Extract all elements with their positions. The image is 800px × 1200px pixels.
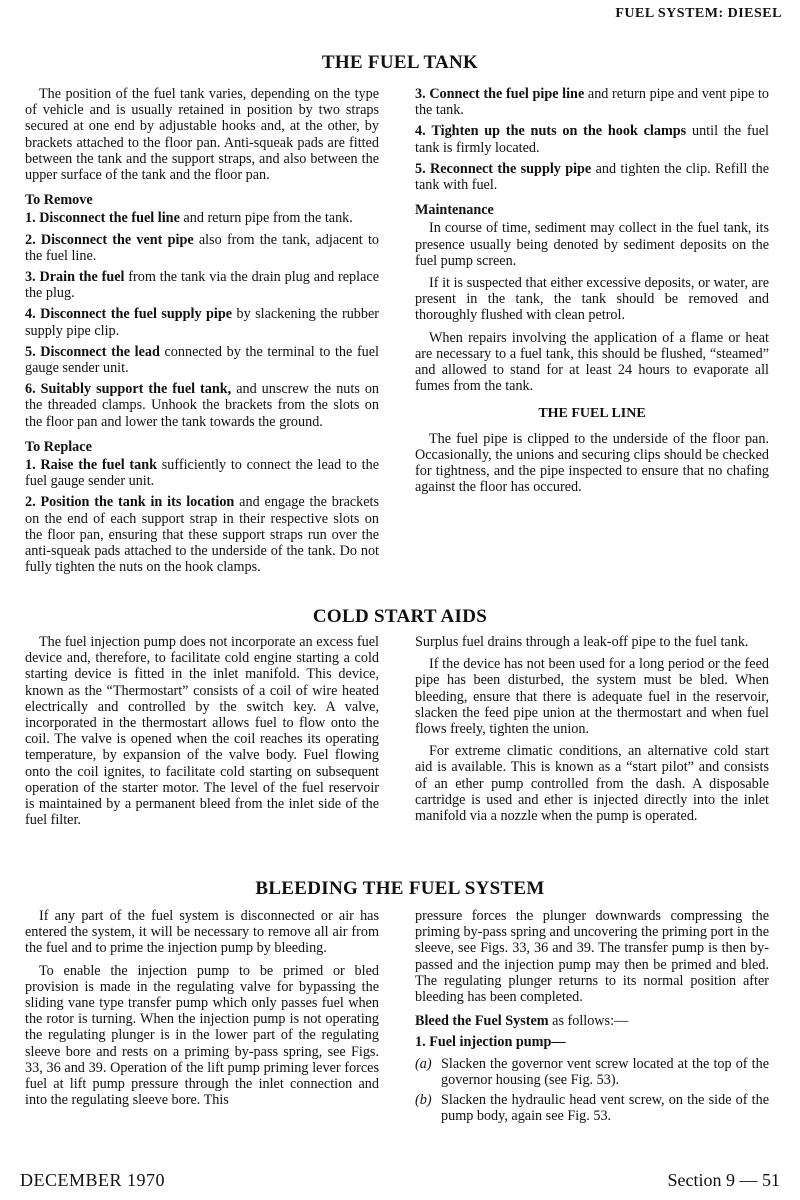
bleeding-right-column	[415, 908, 769, 1128]
remove-step: 6. Suitably support the fuel tank, and unscrew the nuts on the threaded clamps. Unhook the brackets from the slots on the floor pan and lower the tank towards the ground.	[25, 381, 380, 430]
cold-start-left-column	[25, 634, 379, 834]
fuel-tank-right-column	[415, 86, 769, 501]
bleeding-paragraph: pressure forces the plunger downwards compressing the priming by-pass spring and uncovering the priming port in the sleeve, see Figs. 33, 36 and 39. The transfer pump is then by-passed and the injection pump may then be primed and bled. The regulating plunger returns to its normal position after bleeding has been completed.	[415, 908, 769, 1006]
remove-step: 3. Drain the fuel from the tank via the drain plug and replace the plug.	[25, 269, 379, 302]
maintenance-paragraph: When repairs involving the application of a flame or heat are necessary to a fuel tank, this should be flushed, “steamed” and allowed to stand for at least 24 hours to evaporate all fumes from the tank.	[415, 329, 769, 395]
cold-start-paragraph: The fuel injection pump does not incorporate an excess fuel device and, therefore, to facilitate cold engine starting a cold starting device is fitted in the inlet manifold. This device, known as the “Thermostart” consists of a coil of wire heated electrically and controlled by the switch key. A valve, incorporated in the thermostart allows fuel to flow onto the coil. The valve is opened when the coil reaches its operating temperature, by expansion of the valve body. Fuel flowing onto the coil ignites, to facilitate cold starting on subsequent operation of the starter motor. The level of the fuel reservoir is maintained by a permanent bleed from the inlet side of the fuel filter.	[25, 634, 379, 829]
running-header: FUEL SYSTEM: DIESEL	[615, 6, 782, 21]
cold-start-paragraph: For extreme climatic conditions, an alternative cold start aid is available. This is known as a “start pilot” and consists of an ether pump controlled from the dash. A disposable cartridge is used and ether is injected directly into the inlet manifold via a nozzle when the pump is operated.	[415, 743, 769, 825]
remove-step: 1. Disconnect the fuel line and return pipe from the tank.	[25, 210, 353, 227]
maintenance-paragraph: If it is suspected that either excessive deposits, or water, are present in the tank, the tank should be removed and thoroughly flushed with clean petrol.	[415, 275, 769, 324]
replace-step: 1. Raise the fuel tank sufficiently to connect the lead to the fuel gauge sender unit.	[25, 457, 380, 490]
footer-section: Section 9 — 51	[667, 1170, 780, 1190]
bleed-substep: (b) Slacken the hydraulic head vent screw, on the side of the pump body, again see Fig. 53.	[415, 1092, 769, 1125]
bleed-step-1: 1. Fuel injection pump—	[415, 1034, 566, 1051]
cold-start-right-column	[415, 634, 769, 830]
bleeding-left-column	[25, 908, 379, 1114]
footer-date: DECEMBER 1970	[20, 1170, 166, 1190]
bleeding-title: BLEEDING THE FUEL SYSTEM	[255, 878, 545, 899]
replace-heading: To Replace	[25, 438, 92, 455]
bleed-substep: (a) Slacken the governor vent screw located at the top of the governor housing (see Fig. 53).	[415, 1055, 769, 1088]
replace-step: 4. Tighten up the nuts on the hook clamps until the fuel tank is firmly located.	[415, 123, 769, 156]
bleeding-paragraph: If any part of the fuel system is disconnected or air has entered the system, it will be necessary to remove all air from the fuel and to prime the injection pump by bleeding.	[25, 908, 379, 957]
bleeding-paragraph: To enable the injection pump to be primed or bled provision is made in the regulating valve for bypassing the sliding vane type transfer pump which only passes fuel when the rotor is turning. When the injection pump is not operating the regulating plunger is in the lower part of the regulating sleeve bore and rests on a priming by-pass spring, see Figs. 33, 36 and 39. Operation of the lift pump priming lever forces fuel at lift pump pressure through the inlet connection and into the regulating sleeve bore. This	[25, 962, 379, 1109]
maintenance-heading: Maintenance	[415, 202, 494, 219]
cold-start-paragraph: If the device has not been used for a long period or the feed pipe has been disturbed, the system must be bled. When bleeding, ensure that there is adequate fuel in the reservoir, slacken the feed pipe union at the thermostart and when fuel flows freely, tighten the union.	[415, 656, 769, 738]
remove-step: 4. Disconnect the fuel supply pipe by slackening the rubber supply pipe clip.	[25, 306, 380, 339]
bleed-intro: Bleed the Fuel System as follows:—	[415, 1013, 629, 1030]
fuel-tank-left-column	[25, 86, 379, 580]
fuel-tank-title: THE FUEL TANK	[321, 52, 479, 73]
fuel-tank-intro: The position of the fuel tank varies, depending on the type of vehicle and is usually retained in position by two straps secured at one end by adjustable hooks and, at the other, by brackets attached to the floor pan. Anti-squeak pads are fitted between the tank and the support straps, and also between the upper surface of the tank and the floor pan.	[25, 86, 379, 184]
replace-step: 3. Connect the fuel pipe line and return pipe and vent pipe to the tank.	[415, 86, 770, 119]
remove-step: 5. Disconnect the lead connected by the terminal to the fuel gauge sender unit.	[25, 343, 379, 377]
maintenance-paragraph: In course of time, sediment may collect in the fuel tank, its presence usually being denoted by sediment deposits on the fuel pump screen.	[415, 220, 769, 269]
bleed-substeps	[415, 1056, 769, 1125]
remove-heading: To Remove	[25, 192, 93, 209]
replace-step: 5. Reconnect the supply pipe and tighten the clip. Refill the tank with fuel.	[415, 160, 769, 194]
remove-step: 2. Disconnect the vent pipe also from the tank, adjacent to the fuel line.	[25, 231, 379, 264]
replace-step: 2. Position the tank in its location and engage the brackets on the end of each support strap in their respective slots on the floor pan, ensuring that these support straps run over the anti-squeak pads attached to the underside of the tank. Do not fully tighten the nuts on the hook clamps.	[25, 494, 380, 576]
cold-start-title: COLD START AIDS	[312, 606, 488, 627]
fuel-line-text: The fuel pipe is clipped to the underside of the floor pan. Occasionally, the unions and securing clips should be checked for tightness, and the pipe inspected to ensure that no chafing against the floor has occured.	[415, 430, 769, 496]
fuel-line-title: THE FUEL LINE	[538, 406, 646, 422]
cold-start-paragraph: Surplus fuel drains through a leak-off pipe to the fuel tank.	[415, 634, 749, 650]
